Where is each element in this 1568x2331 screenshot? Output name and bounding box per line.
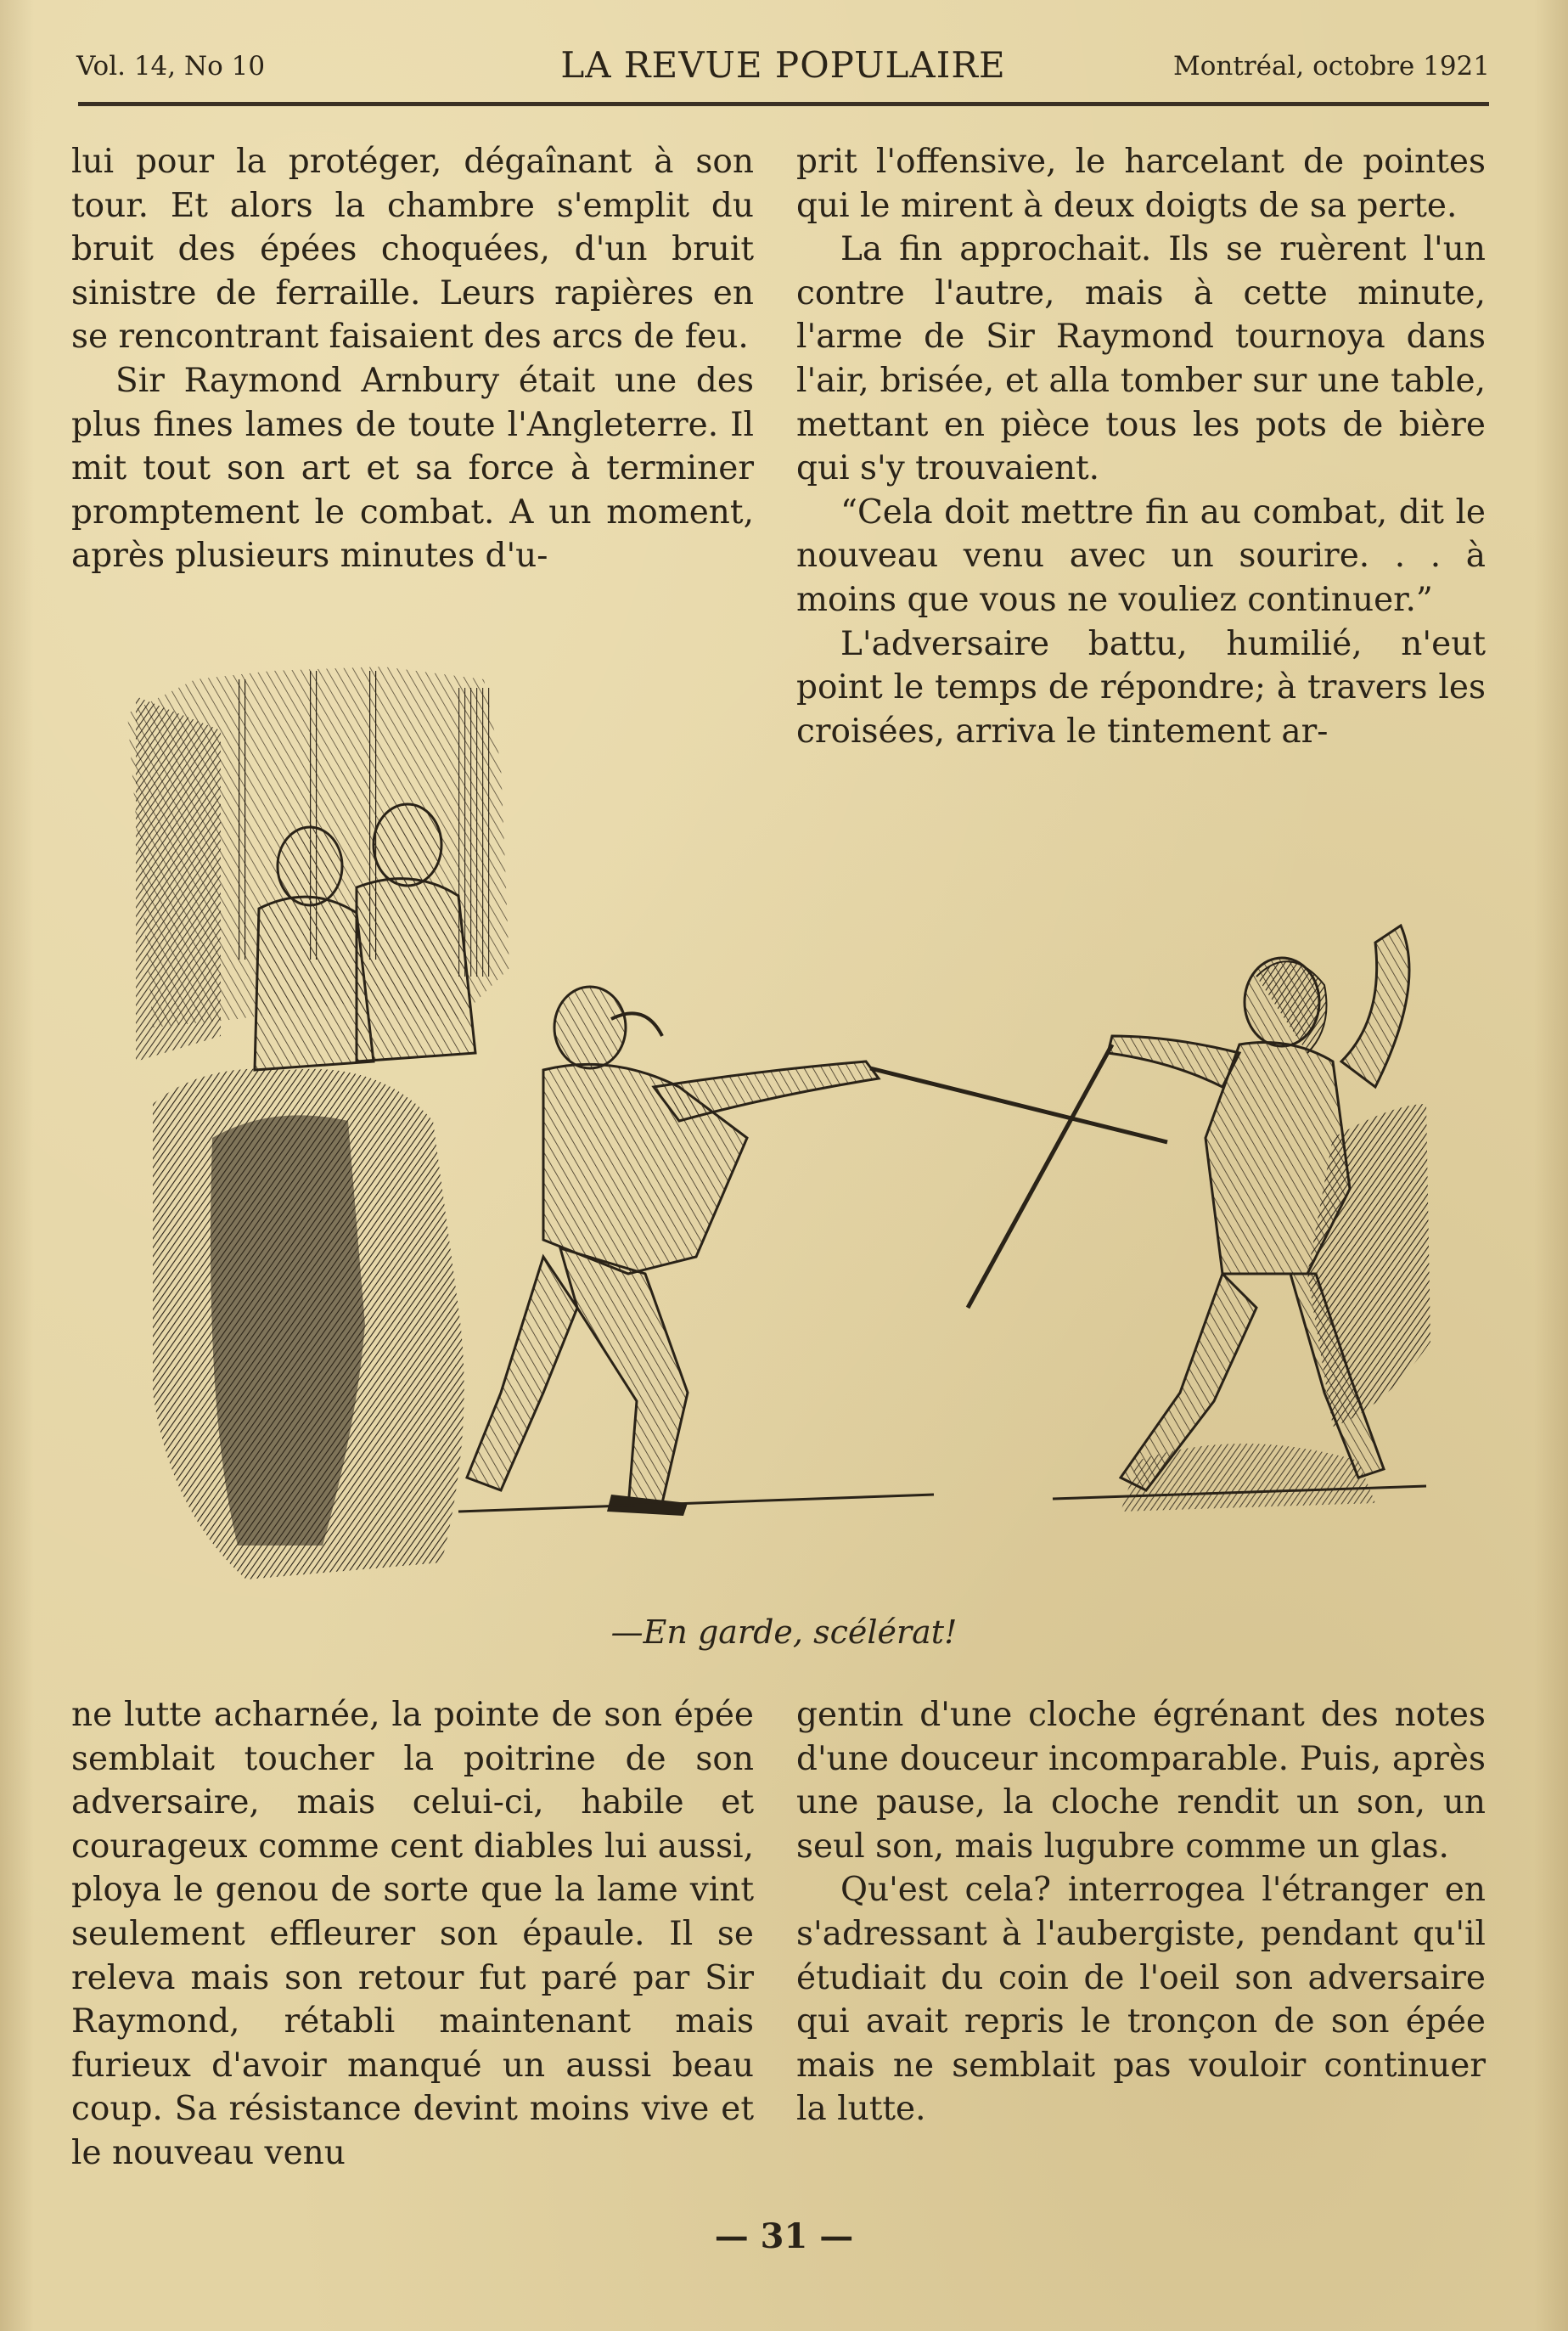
issue-date: Montréal, octobre 1921 xyxy=(1173,51,1490,82)
left-duelist xyxy=(467,987,879,1516)
column-top-right xyxy=(796,140,1486,753)
paragraph: Qu'est cela? interrogea l'étranger en s'adressant à l'aubergiste, pendant qu'il étudiait du coin de l'oeil son adversaire qui avait repris le tronçon de son épée mais ne semblait pas vouloir continuer la lutte. xyxy=(796,1871,1486,2129)
column-top-left xyxy=(71,140,754,578)
page-header xyxy=(76,44,1490,87)
duel-illustration xyxy=(102,662,1443,1596)
page-number: — 31 — xyxy=(714,2216,854,2256)
paragraph: lui pour la protéger, dégaînant à son tour. Et alors la chambre s'emplit du bruit des épées choquées, d'un bruit sinistre de ferraille. Leurs rapières en se rencontrant faisaient des arcs de feu. xyxy=(71,143,754,357)
paragraph: Sir Raymond Arnbury était une des plus fines lames de toute l'Angleterre. Il mit tout son art et sa force à terminer promptement le combat. A un moment, après plusieurs minutes d'u- xyxy=(71,361,754,576)
publication-title: LA REVUE POPULAIRE xyxy=(560,44,1006,86)
volume-number: Vol. 14, No 10 xyxy=(76,51,266,82)
left-sword xyxy=(870,1068,1167,1142)
paragraph: ne lutte acharnée, la pointe de son épée semblait toucher la poitrine de son adversaire, mais celui-ci, habile et courageux comme cent diables lui aussi, ploya le genou de sorte que la lame vint seulement effleurer son épaule. Il se releva mais son retour fut paré par Sir Raymond, rétabli maintenant mais furieux d'avoir manqué un aussi beau coup. Sa résistance devint moins vive et le nouveau venu xyxy=(71,1696,754,2172)
paragraph: “Cela doit mettre fin au combat, dit le nouveau venu avec un sourire. . . à moins que vous ne vouliez continuer.” xyxy=(796,493,1486,619)
header-rule xyxy=(78,102,1489,106)
right-sword xyxy=(968,1044,1112,1308)
right-duelist xyxy=(1108,926,1430,1490)
paragraph: La fin approchait. Ils se ruèrent l'un contre l'autre, mais à cette minute, l'arme de Sir Raymond tournoya dans l'air, brisée, et alla tomber sur une table, mettant en pièce tous les pots de bière qui s'y trouvaient. xyxy=(796,230,1486,488)
paragraph: gentin d'une cloche égrénant des notes d'une douceur incomparable. Puis, après une pause, la cloche rendit un son, un seul son, mais lugubre comme un glas. xyxy=(796,1696,1486,1866)
illustration-caption: —En garde, scélérat! xyxy=(610,1613,958,1651)
paragraph: L'adversaire battu, humilié, n'eut point le temps de répondre; à travers les croisées, arriva le tintement ar- xyxy=(796,624,1486,751)
paragraph: prit l'offensive, le harcelant de pointes qui le mirent à deux doigts de sa perte. xyxy=(796,143,1486,225)
floor-shading xyxy=(458,1444,1426,1512)
column-bottom-right xyxy=(796,1693,1486,2131)
column-bottom-left xyxy=(71,1693,754,2176)
